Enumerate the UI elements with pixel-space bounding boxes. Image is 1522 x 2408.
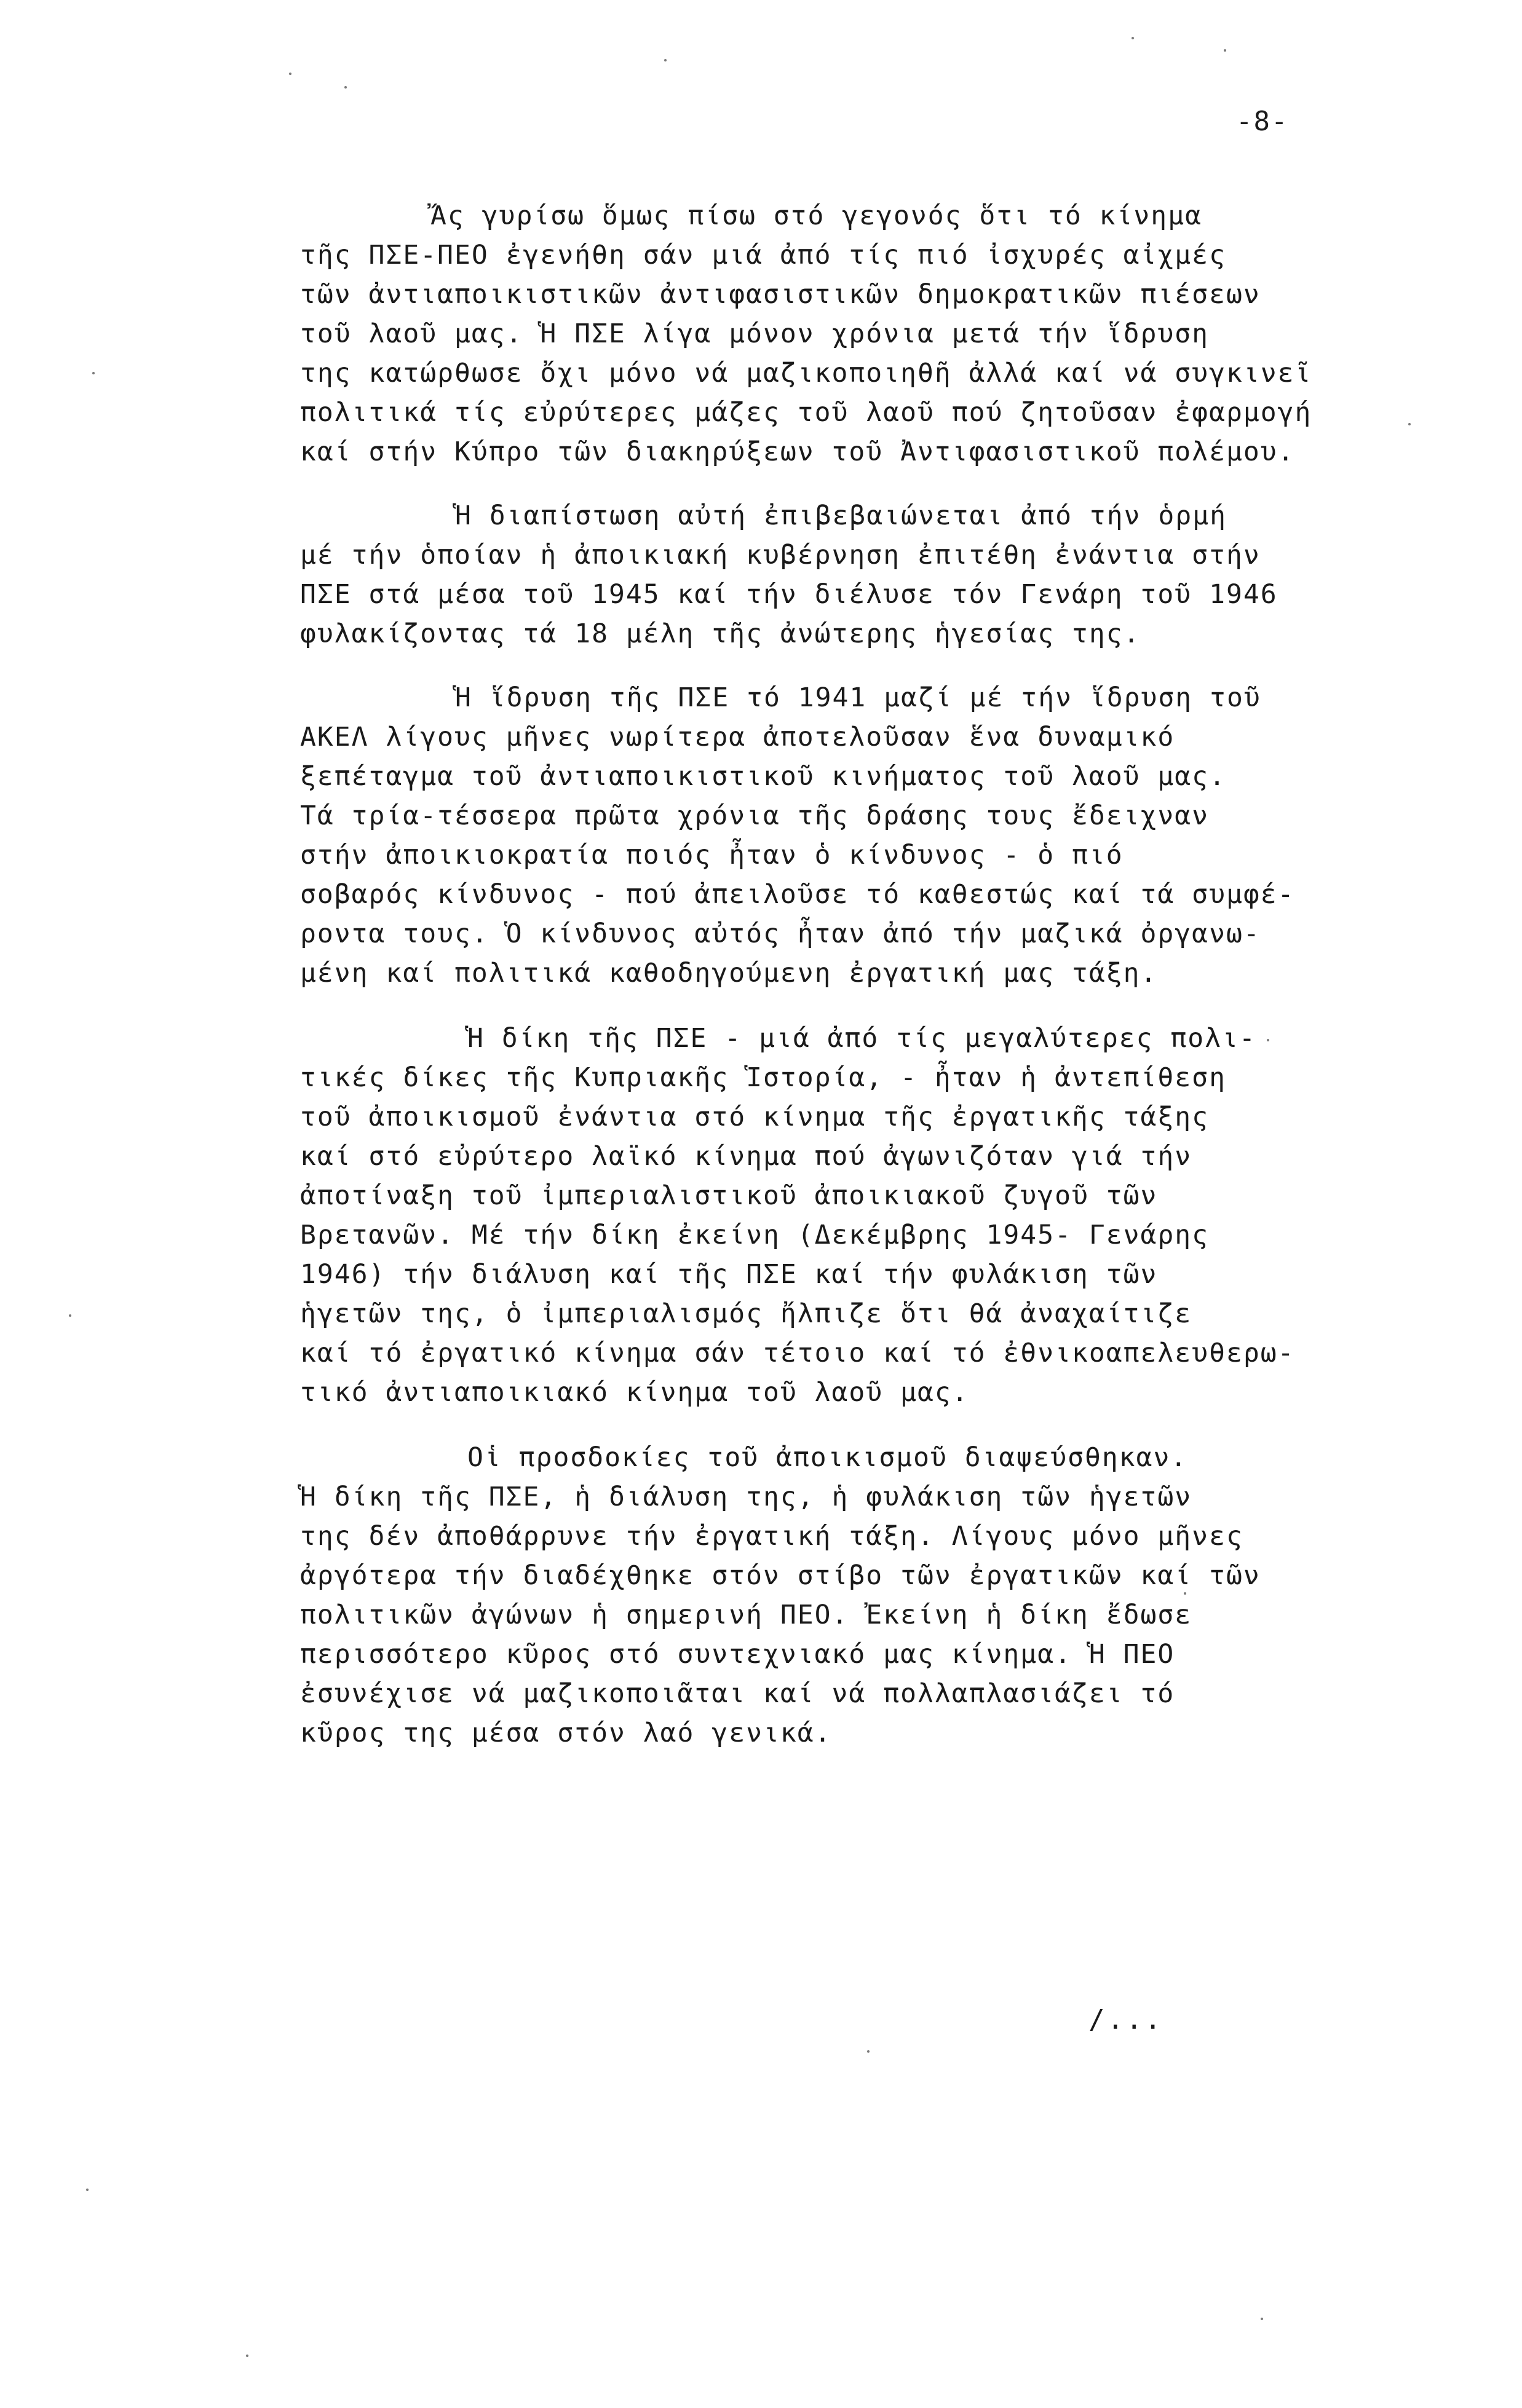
text-line: φυλακίζοντας τά 18 μέλη τῆς ἀνώτερης ἡγεσίας της.: [300, 618, 1141, 649]
text-line: τοῦ λαοῦ μας. Ἡ ΠΣΕ λίγα μόνον χρόνια μετά τήν ἵδρυση: [300, 318, 1210, 349]
text-line: Ἄς γυρίσω ὅμως πίσω στό γεγονός ὅτι τό κίνημα: [430, 200, 1202, 231]
text-line: τικό ἀντιαποικιακό κίνημα τοῦ λαοῦ μας.: [300, 1377, 969, 1408]
text-line: Ἡ διαπίστωση αὐτή ἐπιβεβαιώνεται ἀπό τήν ὁρμή: [455, 500, 1227, 531]
text-line: ἀποτίναξη τοῦ ἰμπεριαλιστικοῦ ἀποικιακοῦ ζυγοῦ τῶν: [300, 1180, 1158, 1211]
text-line: ΠΣΕ στά μέσα τοῦ 1945 καί τήν διέλυσε τόν Γενάρη τοῦ 1946: [300, 579, 1278, 610]
text-line: ΑΚΕΛ λίγους μῆνες νωρίτερα ἀποτελοῦσαν ἕνα δυναμικό: [300, 722, 1175, 752]
text-line: καί στήν Κύπρο τῶν διακηρύξεων τοῦ Ἀντιφασιστικοῦ πολέμου.: [300, 436, 1295, 467]
text-line: κῦρος της μέσα στόν λαό γενικά.: [300, 1718, 832, 1748]
text-line: μέ τήν ὁποίαν ἡ ἀποικιακή κυβέρνηση ἐπιτέθη ἐνάντια στήν: [300, 540, 1261, 570]
text-line: ἀργότερα τήν διαδέχθηκε στόν στίβο τῶν ἐργατικῶν καί τῶν: [300, 1560, 1261, 1591]
text-line: Τά τρία-τέσσερα πρῶτα χρόνια τῆς δράσης τους ἔδειχναν: [300, 800, 1210, 831]
text-line: στήν ἀποικιοκρατία ποιός ἦταν ὁ κίνδυνος - ὁ πιό: [300, 840, 1124, 870]
text-line: ροντα τους. Ὁ κίνδυνος αὐτός ἦταν ἀπό τήν μαζικά ὀργανω-: [300, 918, 1261, 949]
text-line: ἡγετῶν της, ὁ ἰμπεριαλισμός ἤλπιζε ὅτι θά ἀναχαίτιζε: [300, 1298, 1192, 1329]
page-number: -8-: [1236, 106, 1289, 137]
text-line: μένη καί πολιτικά καθοδηγούμενη ἐργατική μας τάξη.: [300, 958, 1158, 989]
text-line: Ἡ δίκη τῆς ΠΣΕ - μιά ἀπό τίς μεγαλύτερες πολι-: [467, 1023, 1256, 1054]
text-line: της κατώρθωσε ὄχι μόνο νά μαζικοποιηθῆ ἀλλά καί νά συγκινεῖ: [300, 358, 1312, 389]
text-line: καί τό ἐργατικό κίνημα σάν τέτοιο καί τό ἐθνικοαπελευθερω-: [300, 1338, 1295, 1368]
text-line: καί στό εὐρύτερο λαϊκό κίνημα πού ἀγωνιζόταν γιά τήν: [300, 1141, 1192, 1172]
text-line: Οἱ προσδοκίες τοῦ ἀποικισμοῦ διαψεύσθηκαν.: [467, 1442, 1188, 1473]
text-line: της δέν ἀποθάρρυνε τήν ἐργατική τάξη. Λίγους μόνο μῆνες: [300, 1521, 1243, 1552]
text-line: τοῦ ἀποικισμοῦ ἐνάντια στό κίνημα τῆς ἐργατικῆς τάξης: [300, 1102, 1210, 1132]
text-line: πολιτικά τίς εὐρύτερες μάζες τοῦ λαοῦ πού ζητοῦσαν ἐφαρμογή: [300, 397, 1312, 428]
text-line: σοβαρός κίνδυνος - πού ἀπειλοῦσε τό καθεστώς καί τά συμφέ-: [300, 879, 1295, 910]
text-line: πολιτικῶν ἀγώνων ἡ σημερινή ΠΕΟ. Ἐκείνη ἡ δίκη ἔδωσε: [300, 1600, 1192, 1630]
text-line: Ἡ δίκη τῆς ΠΣΕ, ἡ διάλυση της, ἡ φυλάκιση τῶν ἡγετῶν: [300, 1482, 1192, 1512]
text-line: τῆς ΠΣΕ-ΠΕΟ ἐγενήθη σάν μιά ἀπό τίς πιό ἰσχυρές αἰχμές: [300, 240, 1226, 270]
text-line: Βρετανῶν. Μέ τήν δίκη ἐκείνη (Δεκέμβρης 1945- Γενάρης: [300, 1220, 1210, 1250]
text-line: Ἡ ἵδρυση τῆς ΠΣΕ τό 1941 μαζί μέ τήν ἵδρυση τοῦ: [455, 682, 1261, 713]
text-line: ξεπέταγμα τοῦ ἀντιαποικιστικοῦ κινήματος τοῦ λαοῦ μας.: [300, 761, 1226, 792]
text-line: τῶν ἀντιαποικιστικῶν ἀντιφασιστικῶν δημοκρατικῶν πιέσεων: [300, 279, 1261, 310]
text-line: ἐσυνέχισε νά μαζικοποιᾶται καί νά πολλαπλασιάζει τό: [300, 1678, 1175, 1709]
continuation-mark: /...: [1088, 2004, 1163, 2035]
text-line: τικές δίκες τῆς Κυπριακῆς Ἱστορία, - ἦταν ἡ ἀντεπίθεση: [300, 1062, 1226, 1093]
text-line: 1946) τήν διάλυση καί τῆς ΠΣΕ καί τήν φυλάκιση τῶν: [300, 1259, 1158, 1290]
text-line: περισσότερο κῦρος στό συντεχνιακό μας κίνημα. Ἡ ΠΕΟ: [300, 1639, 1175, 1670]
